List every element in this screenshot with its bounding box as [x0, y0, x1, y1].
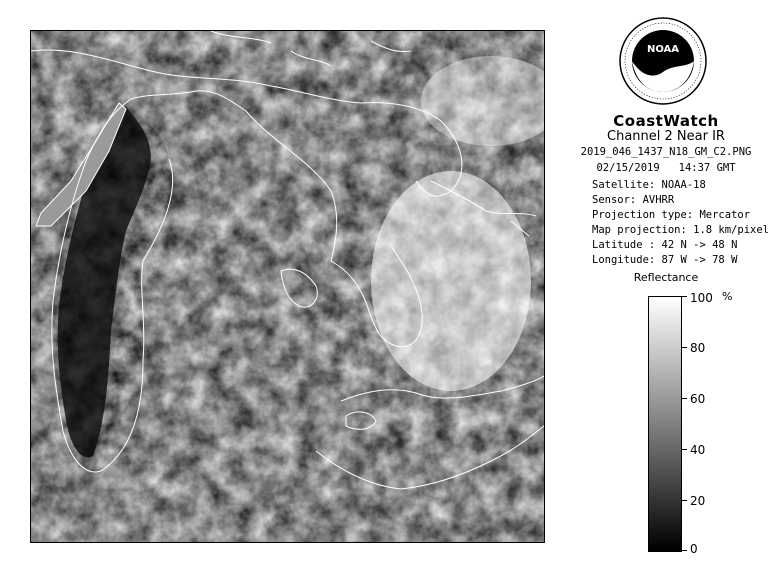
- longitude-line: Longitude: 87 W -> 78 W: [592, 254, 738, 266]
- channel-label: Channel 2 Near IR: [607, 129, 725, 144]
- metadata-block: [592, 178, 769, 268]
- colorbar-label-80: 80: [690, 341, 706, 355]
- colorbar-tick: [681, 296, 687, 297]
- satellite-line: Satellite: NOAA-18: [592, 179, 706, 191]
- colorbar-tick: [681, 398, 687, 399]
- logo-text: NOAA: [646, 44, 680, 55]
- colorbar-tick: [681, 550, 687, 551]
- latitude-line: Latitude : 42 N -> 48 N: [592, 239, 738, 251]
- colorbar-tick: [681, 500, 687, 501]
- reflectance-colorbar: [648, 296, 682, 552]
- map-projection-line: Map projection: 1.8 km/pixel: [592, 224, 770, 236]
- colorbar-label-40: 40: [690, 443, 706, 457]
- product-title: CoastWatch: [613, 112, 719, 130]
- noaa-logo-icon: [618, 16, 708, 106]
- satellite-image: [30, 30, 545, 543]
- colorbar-label-20: 20: [690, 494, 706, 508]
- date-value: 02/15/2019: [596, 162, 660, 174]
- colorbar-tick: [681, 347, 687, 348]
- legend-unit: %: [722, 290, 733, 303]
- projection-type-line: Projection type: Mercator: [592, 209, 751, 221]
- colorbar-tick: [681, 449, 687, 450]
- snow-cover-east: [371, 171, 531, 391]
- colorbar-label-0: 0: [690, 542, 698, 556]
- colorbar-label-100: 100: [690, 291, 713, 305]
- legend-title: Reflectance: [633, 271, 699, 284]
- colorbar-label-60: 60: [690, 392, 706, 406]
- filename-label: 2019_046_1437_N18_GM_C2.PNG: [580, 146, 752, 158]
- time-value: 14:37 GMT: [678, 162, 736, 174]
- datetime-label: [560, 162, 772, 174]
- satellite-image-svg: [31, 31, 544, 542]
- sensor-line: Sensor: AVHRR: [592, 194, 675, 206]
